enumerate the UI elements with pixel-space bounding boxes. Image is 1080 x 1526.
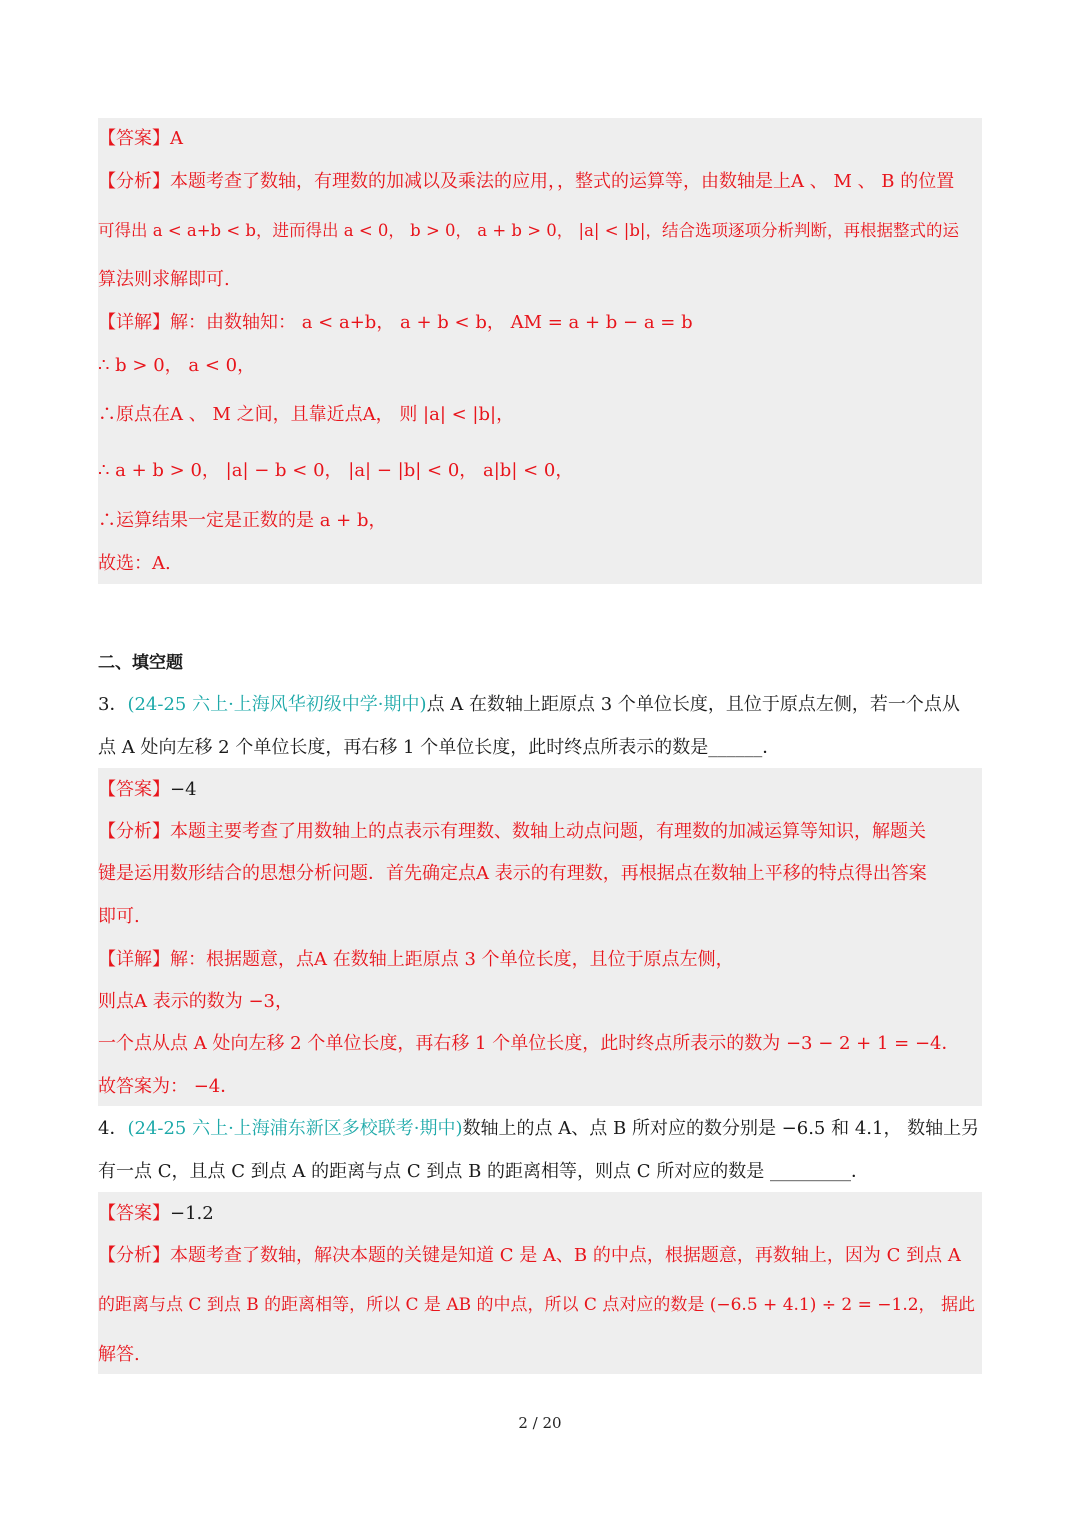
- q3-number: 3．: [98, 694, 128, 715]
- q3-detail-text: 解：根据题意，点A 在数轴上距原点 3 个单位长度，且位于原点左侧，: [170, 949, 734, 970]
- q3-detail-line-2: 则点A 表示的数为 −3，: [98, 991, 293, 1012]
- detail-line-2: ∴ b > 0， a < 0，: [98, 355, 256, 376]
- analysis-text: 本题考查了数轴，有理数的加减以及乘法的应用，，整式的运算等，由数轴是上A 、 M 、 B 的位置: [170, 171, 955, 192]
- q3-detail-line-3: 一个点从点 A 处向左移 2 个单位长度，再右移 1 个单位长度，此时终点所表示的数为 −3 − 2 + 1 = −4．: [98, 1033, 960, 1054]
- q3-detail-label: 【详解】: [98, 949, 170, 970]
- answer-value: A: [170, 128, 183, 149]
- analysis-line-1: [98, 170, 982, 194]
- q4-analysis-line-2: 的距离与点 C 到点 B 的距离相等，所以 C 是 AB 的中点，所以 C 点对应的数是 (−6.5 + 4.1) ÷ 2 = −1.2， 据此: [98, 1295, 975, 1315]
- q4-analysis-text: 本题考查了数轴，解决本题的关键是知道 C 是 A、B 的中点，根据题意，再数轴上，因为 C 到点 A: [170, 1245, 961, 1266]
- analysis-line-3: 算法则求解即可.: [98, 269, 230, 290]
- q4-answer-label: 【答案】: [98, 1203, 170, 1224]
- q3-answer-value: −4: [170, 779, 197, 800]
- q4-stem-text: 数轴上的点 A、点 B 所对应的数分别是 −6.5 和 4.1， 数轴上另: [462, 1118, 980, 1139]
- q3-analysis-label: 【分析】: [98, 821, 170, 842]
- analysis-line-2: 可得出 a < a+b < b，进而得出 a < 0， b > 0， a + b > 0， |a| < |b|，结合选项逐项分析判断，再根据整式的运: [98, 221, 959, 240]
- q3-analysis-line-1: [98, 820, 982, 844]
- q3-answer-line: [98, 778, 982, 802]
- page-number: 2 / 20: [518, 1414, 562, 1432]
- q3-stem-text: 点 A 在数轴上距原点 3 个单位长度，且位于原点左侧，若一个点从: [426, 694, 960, 715]
- q4-answer-line: [98, 1202, 982, 1226]
- q4-answer-value: −1.2: [170, 1203, 214, 1224]
- analysis-label: 【分析】: [98, 171, 170, 192]
- q3-source: (24-25 六上·上海风华初级中学·期中): [127, 694, 427, 715]
- detail-line-5: ∴运算结果一定是正数的是 a + b，: [98, 510, 387, 531]
- q3-analysis-text: 本题主要考查了用数轴上的点表示有理数、数轴上动点问题，有理数的加减运算等知识，解题关: [170, 821, 926, 842]
- q3-analysis-line-2: 键是运用数形结合的思想分析问题．首先确定点A 表示的有理数，再根据点在数轴上平移的特点得出答案: [98, 863, 927, 884]
- q3-analysis-line-3: 即可.: [98, 906, 140, 927]
- q4-stem-line-1: [98, 1117, 982, 1141]
- detail-line-1: [98, 311, 982, 335]
- detail-line-6: 故选：A.: [98, 553, 171, 574]
- detail-text: 解：由数轴知： a < a+b， a + b < b， AM = a + b − a = b: [170, 312, 693, 333]
- answer-label: 【答案】: [98, 128, 170, 149]
- q4-analysis-label: 【分析】: [98, 1245, 170, 1266]
- q3-detail-line-4: 故答案为： −4．: [98, 1076, 239, 1097]
- q4-analysis-line-3: 解答.: [98, 1344, 140, 1365]
- q3-stem-line-1: [98, 693, 982, 717]
- q3-detail-line-1: [98, 948, 982, 972]
- q4-source: (24-25 六上·上海浦东新区多校联考·期中): [127, 1118, 463, 1139]
- q3-answer-label: 【答案】: [98, 779, 170, 800]
- answer-line: [98, 127, 982, 151]
- q3-stem-line-2: 点 A 处向左移 2 个单位长度，再右移 1 个单位长度，此时终点所表示的数是______．: [98, 737, 781, 758]
- detail-label: 【详解】: [98, 312, 170, 333]
- q4-number: 4．: [98, 1118, 128, 1139]
- detail-line-3: ∴原点在A 、 M 之间，且靠近点A， 则 |a| < |b|，: [98, 404, 515, 425]
- q4-analysis-line-1: [98, 1244, 982, 1268]
- section-title: 二、填空题: [98, 653, 183, 673]
- detail-line-4: ∴ a + b > 0， |a| − b < 0， |a| − |b| < 0， a|b| < 0，: [98, 460, 574, 481]
- q4-stem-line-2: 有一点 C，且点 C 到点 A 的距离与点 C 到点 B 的距离相等，则点 C 所对应的数是 _________．: [98, 1161, 869, 1182]
